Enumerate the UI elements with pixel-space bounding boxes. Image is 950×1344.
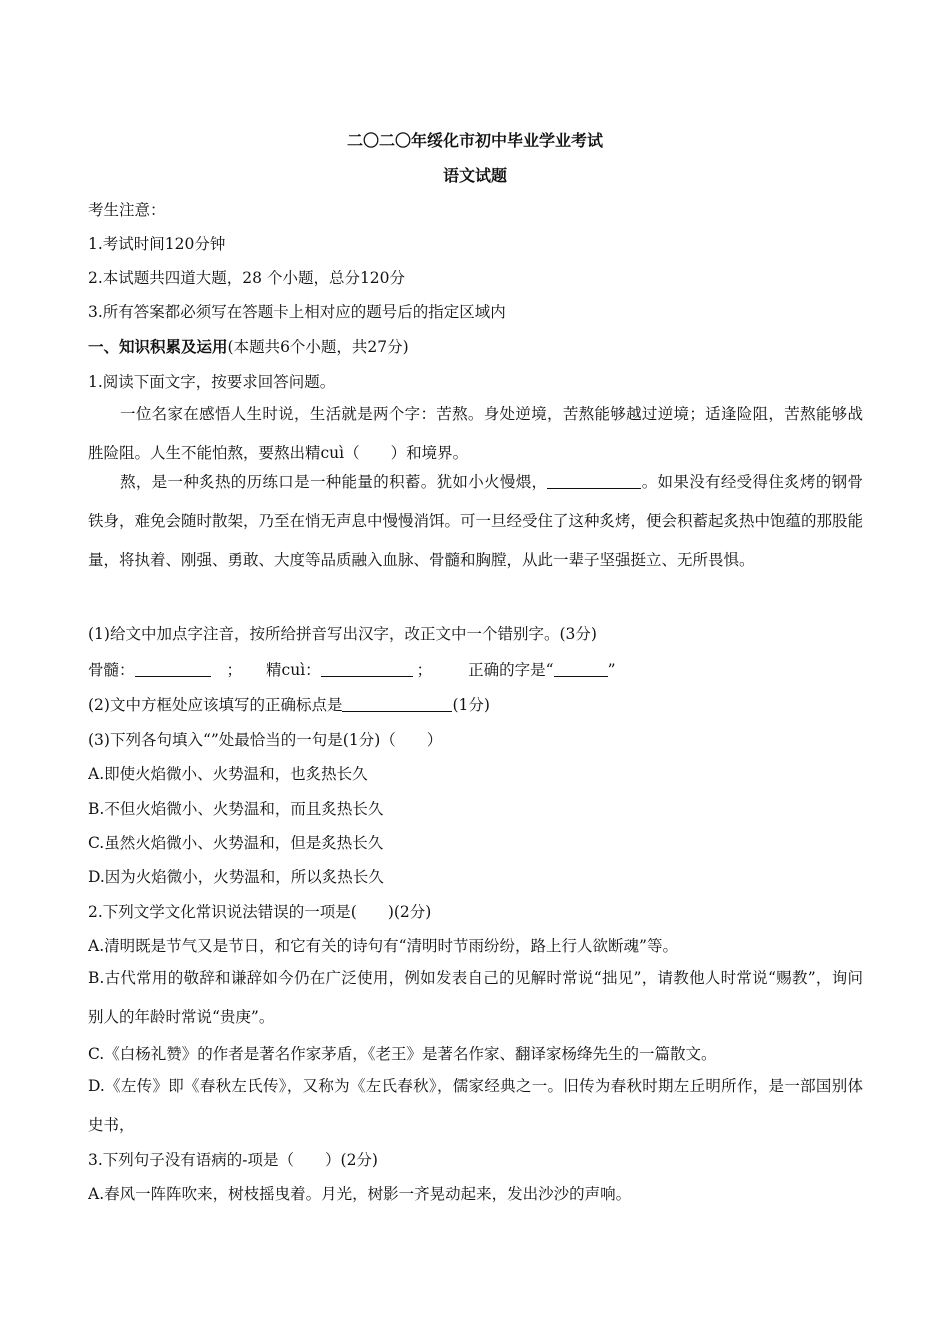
q1-option-b: B.不但火焰微小、火势温和，而且炙热长久 <box>88 800 384 818</box>
fill-label-c: 正确的字是“ <box>468 661 554 679</box>
notice-heading: 考生注意： <box>88 201 166 219</box>
fill-blank-b <box>321 662 413 677</box>
exam-title: 二〇二〇年绥化市初中毕业学业考试 <box>346 131 603 150</box>
q1-passage-p2-start: 熬，是一种炙热的历练口是一种能量的积蓄。犹如小火慢煨， <box>120 473 548 491</box>
fill-sep-1: ； <box>226 661 243 679</box>
q1-fill-row <box>88 658 863 680</box>
q1-sub2 <box>88 693 863 715</box>
q2-option-d: D.《左传》即《春秋左氏传》，又称为《左氏春秋》，儒家经典之一。旧传为春秋时期左丘明所作，是一部国别体史书， <box>88 1077 863 1134</box>
q1-option-c: C.虽然火焰微小、火势温和，但是炙热长久 <box>88 834 384 852</box>
section-heading-score: (本题共6个小题，共27分) <box>227 338 409 356</box>
notice-item-2: 2.本试题共四道大题，28 个小题，总分120分 <box>88 269 406 287</box>
q3-option-a: A.春风一阵阵吹来，树枝摇曳着。月光，树影一齐晃动起来，发出沙沙的声响。 <box>88 1185 632 1203</box>
q1-passage-blank <box>547 474 641 489</box>
fill-label-c-close: ” <box>607 661 616 679</box>
q1-passage-paragraph-1: 一位名家在感悟人生时说，生活就是两个字：苦熬。身处逆境，苦熬能够越过逆境；适逢险阻，苦熬能够战胜险阻。人生不能怕熬，要熬出精cuì（ ）和境界。 <box>88 405 863 462</box>
fill-blank-c <box>554 662 608 677</box>
notice-item-1: 1.考试时间120分钟 <box>88 235 226 253</box>
notice-item-3: 3.所有答案都必须写在答题卡上相对应的题号后的指定区域内 <box>88 303 506 321</box>
q1-sub2-score: (1分) <box>452 696 490 714</box>
exam-subtitle: 语文试题 <box>442 166 507 185</box>
q1-sub2-blank <box>342 697 452 712</box>
q3-stem: 3.下列句子没有语病的-项是（ ）(2分) <box>88 1151 378 1169</box>
q2-option-a: A.清明既是节气又是节日，和它有关的诗句有“清明时节雨纷纷，路上行人欲断魂”等。 <box>88 937 678 955</box>
q1-stem: 1.阅读下面文字，按要求回答问题。 <box>88 373 336 391</box>
q2-option-b: B.古代常用的敬辞和谦辞如今仍在广泛使用，例如发表自己的见解时常说“拙见”，请教他人时常说“赐教”，询问别人的年龄时常说“贵庚”。 <box>88 969 863 1026</box>
fill-blank-a <box>135 662 211 677</box>
q1-sub3: (3)下列各句填入“”处最恰当的一句是(1分)（ ） <box>88 731 443 749</box>
fill-label-b: 精cuì： <box>266 661 321 679</box>
q1-option-a: A.即使火焰微小、火势温和，也炙热长久 <box>88 765 368 783</box>
section-heading <box>88 335 863 357</box>
q1-sub1: (1)给文中加点字注音，按所给拼音写出汉字，改正文中一个错别字。(3分) <box>88 625 597 643</box>
q1-passage-p2-end: 。如果没有经受得住炙烤的钢骨铁身，难免会随时散架，乃至在悄无声息中慢慢消饵。可一旦经受住了这种炙烤，便会积蓄起炙热中饱蕴的那股能量，将执着、刚强、勇敢、大度等品质融入血脉、骨髓和胸膛，从此一辈子坚强挺立、无所畏惧。 <box>88 473 864 569</box>
section-heading-bold: 一、知识积累及运用 <box>88 337 228 356</box>
q1-option-d: D.因为火焰微小，火势温和，所以炙热长久 <box>88 868 384 886</box>
q1-sub2-text: (2)文中方框处应该填写的正确标点是 <box>88 696 343 714</box>
q2-option-c: C.《白杨礼赞》的作者是著名作家茅盾，《老王》是著名作家、翻译家杨绛先生的一篇散文。 <box>88 1045 717 1063</box>
q1-passage-paragraph-2 <box>88 463 863 580</box>
fill-label-a: 骨髓： <box>88 661 135 679</box>
q2-stem: 2.下列文学文化常识说法错误的一项是( )(2分) <box>88 903 432 921</box>
fill-sep-2: ； <box>416 661 433 679</box>
